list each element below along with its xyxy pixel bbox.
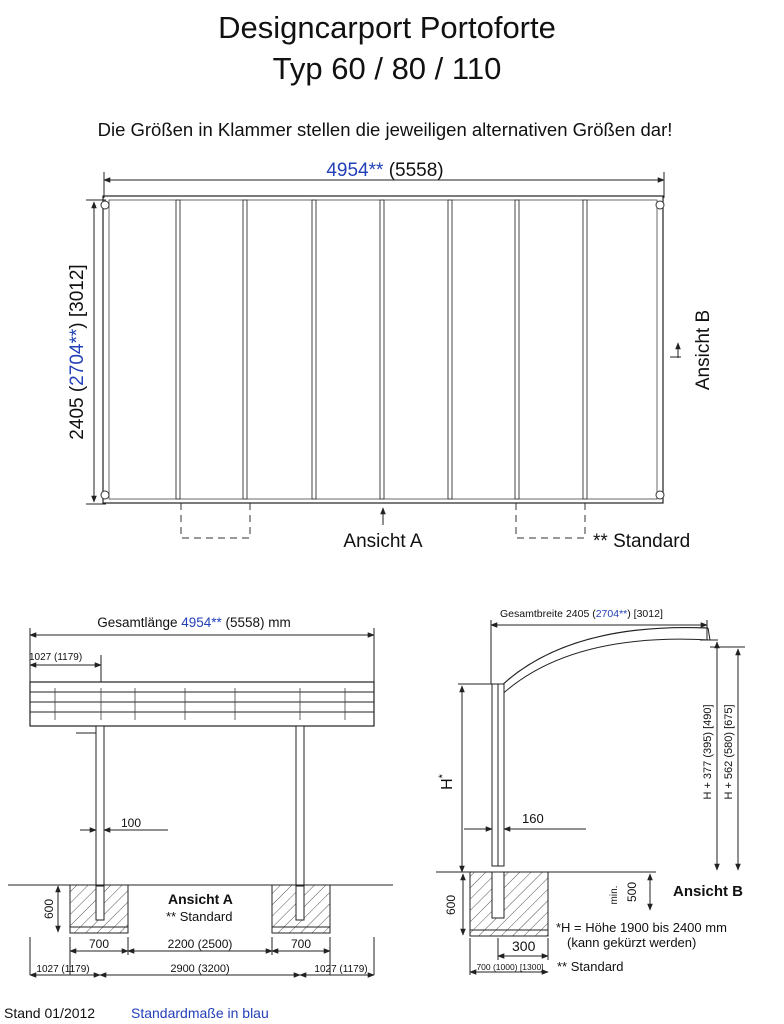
foundation-b-depth-label: 600 — [444, 894, 458, 916]
post-left-in-foundation — [96, 886, 104, 920]
h-label — [437, 773, 456, 790]
depth-b: 2704** — [67, 328, 88, 386]
inner-span-label: 2200 (2500) — [167, 937, 233, 951]
width-standard: 4954** — [326, 160, 384, 181]
stand-date: Stand 01/2012 — [4, 1005, 96, 1021]
view-b-title: Ansicht B — [673, 883, 744, 900]
found-left-label: 700 — [88, 937, 110, 951]
roof-curve-inner — [496, 639, 710, 700]
height-note-1: *H = Höhe 1900 bis 2400 mm — [556, 920, 727, 935]
post-right — [296, 726, 304, 886]
corner-post-ne — [656, 201, 664, 209]
total-width-label — [500, 608, 663, 620]
foundation-outline-left — [181, 503, 250, 538]
view-a-label: Ansicht A — [343, 531, 423, 552]
roof-section — [30, 682, 374, 726]
foundation-b — [470, 872, 548, 930]
dim-300-label: 300 — [512, 938, 536, 954]
total-length-standard: 4954** — [181, 615, 222, 630]
total-width-suffix: ) [3012] — [627, 608, 663, 620]
height-two-label: H + 562 (580) [675] — [723, 704, 735, 800]
width-alt: (5558) — [388, 160, 444, 181]
bottom-right-label: 1027 (1179) — [314, 964, 368, 975]
total-width-prefix: Gesamtbreite 2405 ( — [500, 608, 596, 620]
rafter-6 — [515, 200, 519, 499]
rafter-7 — [583, 200, 587, 499]
view-a-standard: ** Standard — [166, 909, 233, 924]
gravel-left — [70, 927, 128, 933]
foundation-depth-label: 600 — [42, 898, 56, 920]
corner-post-se — [656, 491, 664, 499]
found-right-label: 700 — [290, 937, 312, 951]
depth-c: ) [3012] — [67, 264, 88, 329]
standard-note: ** Standard — [593, 531, 691, 552]
post-right-in-foundation — [296, 886, 304, 920]
roof-curve-outer — [492, 628, 708, 695]
bottom-middle-label: 2900 (3200) — [170, 963, 230, 975]
foundation-outline-right — [516, 503, 585, 538]
post-b-width-label: 160 — [522, 811, 544, 826]
rafter-2 — [243, 200, 247, 499]
view-b-label: Ansicht B — [693, 309, 714, 391]
view-b — [436, 608, 745, 975]
post-left — [96, 726, 104, 886]
view-b-standard: ** Standard — [557, 959, 624, 974]
depth-dimension-label — [67, 264, 88, 439]
title-line-1: Designcarport Portoforte — [218, 10, 556, 45]
h-star: * — [437, 774, 449, 779]
rafter-3 — [312, 200, 316, 499]
rafter-5 — [448, 200, 452, 499]
min-label: min. — [609, 885, 620, 905]
title-line-2: Typ 60 / 80 / 110 — [272, 51, 502, 86]
standard-blue-note: Standardmaße in blau — [131, 1005, 269, 1021]
total-length-label — [97, 615, 291, 630]
corner-post-nw — [101, 201, 109, 209]
height-note-2: (kann gekürzt werden) — [567, 935, 697, 950]
post-bracket — [76, 733, 96, 738]
rafter-4 — [380, 200, 384, 499]
bottom-b-label: 700 (1000) [1300] — [476, 962, 544, 972]
post-width-label: 100 — [121, 816, 142, 830]
post-b-in-foundation — [492, 872, 504, 918]
view-a-title: Ansicht A — [168, 891, 233, 907]
gravel-b — [470, 930, 548, 936]
size-note: Die Größen in Klammer stellen die jeweiligen alternativen Größen dar! — [97, 119, 673, 140]
view-a — [8, 615, 393, 975]
total-width-standard: 2704** — [595, 608, 628, 620]
h-letter: H — [439, 778, 456, 790]
overhang-top-label: 1027 (1179) — [29, 652, 83, 663]
corner-post-sw — [101, 491, 109, 499]
depth-a: 2405 ( — [67, 385, 88, 440]
height-one-label: H + 377 (395) [490] — [702, 704, 714, 800]
top-view — [67, 160, 714, 552]
total-length-suffix: (5558) mm — [221, 615, 291, 630]
roof-edge — [708, 628, 710, 640]
rafters — [176, 200, 587, 499]
min-value: 500 — [625, 881, 639, 903]
bottom-left-label: 1027 (1179) — [36, 964, 90, 975]
width-dimension-label — [326, 160, 443, 181]
gravel-right — [272, 927, 330, 933]
rafter-1 — [176, 200, 180, 499]
total-length-prefix: Gesamtlänge — [97, 615, 182, 630]
